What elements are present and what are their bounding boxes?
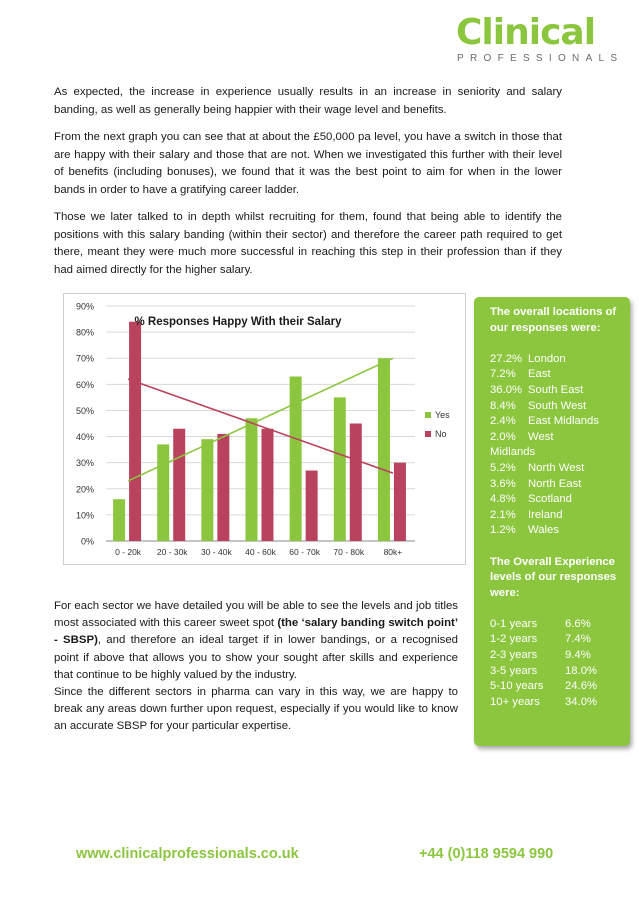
location-row	[490, 399, 620, 415]
x-tick-label: 60 - 70k	[289, 547, 321, 557]
location-pct: 4.8%	[490, 493, 516, 506]
bar-yes	[201, 439, 213, 541]
x-tick-label: 80k+	[383, 547, 403, 557]
location-pct: 2.1%	[490, 508, 516, 521]
location-name: Ireland	[528, 508, 563, 521]
salary-happiness-chart	[63, 293, 466, 565]
y-tick-label: 70%	[75, 353, 94, 364]
location-row	[490, 430, 598, 461]
y-tick-label: 90%	[75, 301, 94, 312]
y-tick-label: 80%	[75, 327, 94, 338]
bar-yes	[157, 444, 169, 541]
footer-website-link[interactable]: www.clinicalprofessionals.co.uk	[76, 846, 299, 862]
location-pct: 27.2%	[490, 352, 523, 365]
experience-pct: 34.0%	[565, 695, 598, 708]
sbsp-definition: (the ‘salary banding switch point’ - SBSP)	[54, 617, 458, 647]
bar-no	[262, 429, 274, 541]
location-row	[490, 461, 620, 477]
experience-pct: 18.0%	[565, 664, 598, 677]
paragraph-experience: As expected, the increase in experience usually results in an increase in seniority and salary banding, as well as generally being happier with their wage level and benefits.	[54, 86, 562, 116]
location-pct: 7.2%	[490, 368, 516, 381]
paragraph-sbsp	[54, 598, 458, 684]
legend-swatch	[425, 431, 431, 437]
location-name: London	[528, 352, 566, 365]
experience-years: 2-3 years	[490, 649, 538, 662]
location-name: Wales	[528, 524, 559, 537]
x-tick-label: 70 - 80k	[333, 547, 365, 557]
logo-wordmark: Clinical	[456, 12, 596, 53]
chart-title: % Responses Happy With their Salary	[134, 316, 342, 328]
bar-yes	[334, 397, 346, 541]
bar-yes	[378, 358, 390, 541]
y-tick-label: 0%	[80, 536, 94, 547]
experience-row	[490, 695, 620, 711]
paragraph-career-path: Those we later talked to in depth whilst recruiting for them, found that being able to identify the positions with this salary banding (within their sector) and therefore the career path required to get there, meant they were much more successful in reaching this step in their profession than if they had aimed directly for the higher salary.	[54, 211, 562, 276]
bar-no	[350, 424, 362, 542]
location-row	[490, 508, 620, 524]
y-tick-label: 50%	[75, 405, 94, 416]
location-name: Scotland	[528, 493, 572, 506]
y-tick-label: 20%	[75, 484, 94, 495]
experience-pct: 9.4%	[565, 649, 591, 662]
experience-pct: 6.6%	[565, 617, 591, 630]
location-row	[490, 383, 620, 399]
location-pct: 2.4%	[490, 415, 516, 428]
experience-years: 3-5 years	[490, 664, 538, 677]
location-pct: 8.4%	[490, 399, 516, 412]
location-pct: 1.2%	[490, 524, 516, 537]
x-tick-label: 0 - 20k	[115, 547, 142, 557]
location-row	[490, 492, 620, 508]
bar-no	[173, 429, 185, 541]
location-name: East	[528, 368, 551, 381]
experience-list	[490, 617, 620, 711]
x-tick-label: 20 - 30k	[156, 547, 188, 557]
experience-years: 10+ years	[490, 695, 540, 708]
experience-row	[490, 617, 620, 633]
x-tick-label: 30 - 40k	[200, 547, 232, 557]
bar-no	[217, 434, 229, 541]
survey-stats-panel	[474, 297, 630, 746]
experience-row	[490, 664, 620, 680]
paragraph-request: Since the different sectors in pharma can vary in this way, we are happy to break any areas down further upon request, especially if you would like to know an accurate SBSP for your particular expertise.	[54, 686, 458, 733]
footer-phone-number: +44 (0)118 9594 990	[419, 846, 554, 862]
location-pct: 5.2%	[490, 461, 516, 474]
experience-heading: The Overall Experience levels of our responses were:	[490, 555, 617, 599]
location-name: West Midlands	[490, 430, 554, 459]
bar-yes	[113, 499, 125, 541]
experience-row	[490, 679, 620, 695]
chart-canvas	[64, 294, 467, 566]
location-row	[490, 523, 620, 539]
locations-list	[490, 352, 620, 539]
legend-label: No	[435, 429, 447, 439]
legend-swatch	[425, 412, 431, 418]
legend-label: Yes	[435, 410, 450, 420]
location-name: East Midlands	[528, 415, 599, 428]
location-row	[490, 414, 620, 430]
y-tick-label: 60%	[75, 379, 94, 390]
y-tick-label: 10%	[75, 510, 94, 521]
location-name: North East	[528, 477, 582, 490]
location-row	[490, 477, 620, 493]
location-name: South West	[528, 399, 587, 412]
location-row	[490, 352, 620, 368]
sbsp-text-end: , and therefore an ideal target if in lower bandings, or a recognised point if above that allows you to show your sought after skills and experience that continue to be highly valued by the industry.	[54, 634, 458, 681]
experience-pct: 24.6%	[565, 680, 598, 693]
experience-years: 1-2 years	[490, 633, 538, 646]
location-name: North West	[528, 461, 585, 474]
location-pct: 36.0%	[490, 383, 523, 396]
experience-row	[490, 648, 620, 664]
bar-no	[129, 322, 141, 541]
x-tick-label: 40 - 60k	[245, 547, 276, 557]
locations-heading: The overall locations of our responses were:	[490, 306, 617, 334]
company-logo	[456, 12, 624, 64]
logo-subtitle: PROFESSIONALS	[457, 53, 624, 64]
experience-pct: 7.4%	[565, 633, 591, 646]
location-pct: 3.6%	[490, 477, 516, 490]
y-tick-label: 40%	[75, 432, 94, 443]
paragraph-switch-level: From the next graph you can see that at about the £50,000 pa level, you have a switch in those that are happy with their salary and those that are not. When we investigated this further with their level of benefits (including bonuses), we found that it was the best point to aim for when in the lower bands in order to have a gratifying career ladder.	[54, 131, 562, 196]
experience-years: 5-10 years	[490, 680, 544, 693]
experience-years: 0-1 years	[490, 617, 538, 630]
sbsp-text-start: For each sector we have detailed you will be able to see the levels and job titles most associated with this career sweet spot	[54, 600, 458, 630]
bar-no	[394, 463, 406, 541]
experience-row	[490, 632, 620, 648]
y-tick-label: 30%	[75, 458, 94, 469]
bar-yes	[246, 418, 258, 541]
location-row	[490, 367, 620, 383]
location-pct: 2.0%	[490, 430, 516, 443]
bar-no	[306, 471, 318, 542]
location-name: South East	[528, 383, 584, 396]
